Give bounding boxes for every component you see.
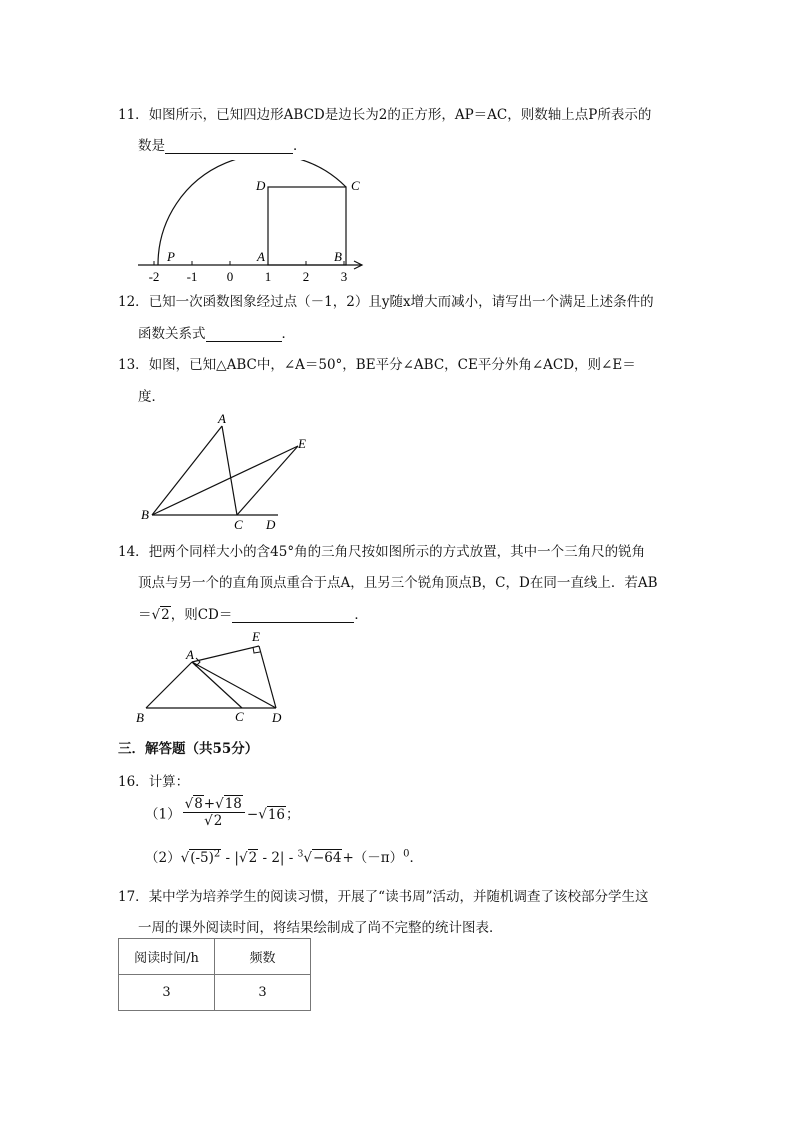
q12-text-2: 函数关系式: [138, 326, 206, 342]
table-row: [119, 975, 311, 1011]
q16-number: 16．: [118, 774, 149, 790]
p2-exp0: 0: [403, 848, 410, 860]
den: 2: [213, 813, 223, 829]
num-b: 18: [224, 796, 242, 812]
q17-line1: [118, 885, 649, 905]
q12-line1: [118, 290, 654, 310]
q13-number: 13．: [118, 357, 149, 373]
label-b: B: [136, 710, 144, 725]
q11-text: 如图所示，已知四边形ABCD是边长为2的正方形，AP＝AC，则数轴上点P所表示的: [148, 107, 652, 123]
tick-label: 1: [264, 269, 272, 284]
label-d: D: [272, 710, 282, 725]
arc-pc: [158, 160, 346, 265]
q12-line2: [138, 322, 295, 342]
q16-p1-fraction: $\frac{√8+√18}{√2}$: [183, 796, 245, 829]
plus: +: [203, 796, 216, 812]
q14-end: ．: [354, 607, 368, 623]
p2-b: - 2| -: [258, 850, 298, 866]
q16-part1: （1） $\frac{√8+√18}{√2}$ −√16；: [145, 796, 300, 829]
frequency-table: [118, 938, 311, 1011]
q14-line1: [118, 540, 645, 560]
label-e: E: [252, 629, 260, 644]
p2-sqrt1: (-5): [190, 850, 214, 866]
q14-text: 把两个同样大小的含45°角的三角尺按如图所示的方式放置，其中一个三角尺的锐角: [148, 544, 646, 560]
label-a: A: [218, 411, 226, 426]
q11-line1: [118, 103, 651, 123]
q11-line2: [138, 134, 307, 154]
table-header-row: [119, 939, 311, 975]
q11-text-2: 数是: [138, 138, 165, 154]
q11-end: ．: [293, 138, 307, 154]
p2-exp: 2: [213, 848, 221, 860]
q17-number: 17．: [118, 889, 149, 905]
p2-cube: −64: [312, 850, 342, 866]
q13-line2: [138, 385, 165, 405]
q14-eq: ＝: [138, 607, 152, 623]
q14-text-2: 顶点与另一个的直角顶点重合于点A，且另三个锐角顶点B，C，D在同一直线上．若AB: [138, 575, 658, 591]
num-a: 8: [194, 796, 203, 812]
label-a: A: [257, 249, 265, 264]
q12-number: 12．: [118, 294, 149, 310]
tick-label: 2: [302, 269, 310, 284]
section-title: 三．解答题（共55分）: [118, 741, 259, 757]
q12-answer-blank: [206, 327, 282, 342]
q14-figure: [134, 628, 294, 728]
p2-root-index: 3: [297, 849, 304, 860]
q13-line1: [118, 353, 636, 373]
tick-label: -1: [186, 269, 198, 284]
q17-text-2: 一周的课外阅读时间，将结果绘制成了尚不完整的统计图表．: [138, 920, 503, 936]
q14-sqrt-value: 2: [161, 607, 170, 623]
label-b: B: [334, 249, 342, 264]
table-cell: 3: [215, 975, 311, 1011]
q16-p1-label: （1）: [145, 806, 181, 823]
q13-text-2: 度．: [138, 389, 165, 405]
q17-text: 某中学为培养学生的阅读习惯，开展了“读书周”活动，并随机调查了该校部分学生这: [148, 889, 649, 905]
q14-answer-blank: [232, 608, 354, 623]
label-c: C: [234, 517, 243, 532]
q16-line1: [118, 770, 189, 790]
label-e: E: [298, 436, 306, 451]
p2-c: +（－π）: [342, 850, 404, 866]
label-c: C: [235, 709, 244, 724]
sqrt16: 16: [267, 806, 286, 823]
q17-line2: [138, 916, 503, 936]
q14-line2: [138, 571, 658, 591]
label-c: C: [351, 178, 360, 193]
q14-number: 14．: [118, 544, 149, 560]
p2-end: ．: [409, 850, 424, 866]
label-a: A: [186, 647, 194, 662]
tick-label: 0: [226, 269, 234, 284]
label-d: D: [256, 178, 266, 193]
label-d: D: [266, 517, 276, 532]
label-p: P: [167, 249, 175, 264]
q16-part2: $(2)√(-5)^2 - |√2 - 2| - ^3√-64+(-\pi)^0$．: [145, 848, 424, 866]
tick-label: 3: [340, 269, 348, 284]
table-cell: 3: [119, 975, 215, 1011]
q11-figure: [130, 160, 370, 285]
q11-answer-blank: [165, 139, 293, 154]
tick-label: -2: [148, 269, 160, 284]
p2-a: - |: [221, 850, 239, 866]
q16-p2-label: （2）: [145, 850, 181, 866]
minus: −: [246, 806, 259, 823]
table-header: 阅读时间/h: [119, 939, 215, 975]
q14-cd: ，则CD＝: [170, 607, 233, 623]
q11-number: 11．: [118, 107, 149, 123]
q16-title: 计算：: [148, 774, 190, 790]
q12-end: ．: [281, 326, 295, 342]
q14-line3: ＝√2，则CD＝ ．: [138, 607, 368, 623]
q13-text: 如图，已知△ABC中，∠A＝50°，BE平分∠ABC，CE平分外角∠ACD，则∠E＝: [148, 357, 636, 373]
p1-end: ；: [286, 806, 300, 823]
q13-figure: [138, 408, 318, 533]
p2-sqrt2: 2: [248, 850, 258, 866]
q12-text: 已知一次函数图象经过点（－1，2）且y随x增大而减小，请写出一个满足上述条件的: [148, 294, 654, 310]
table-header: 频数: [215, 939, 311, 975]
label-b: B: [141, 507, 149, 522]
